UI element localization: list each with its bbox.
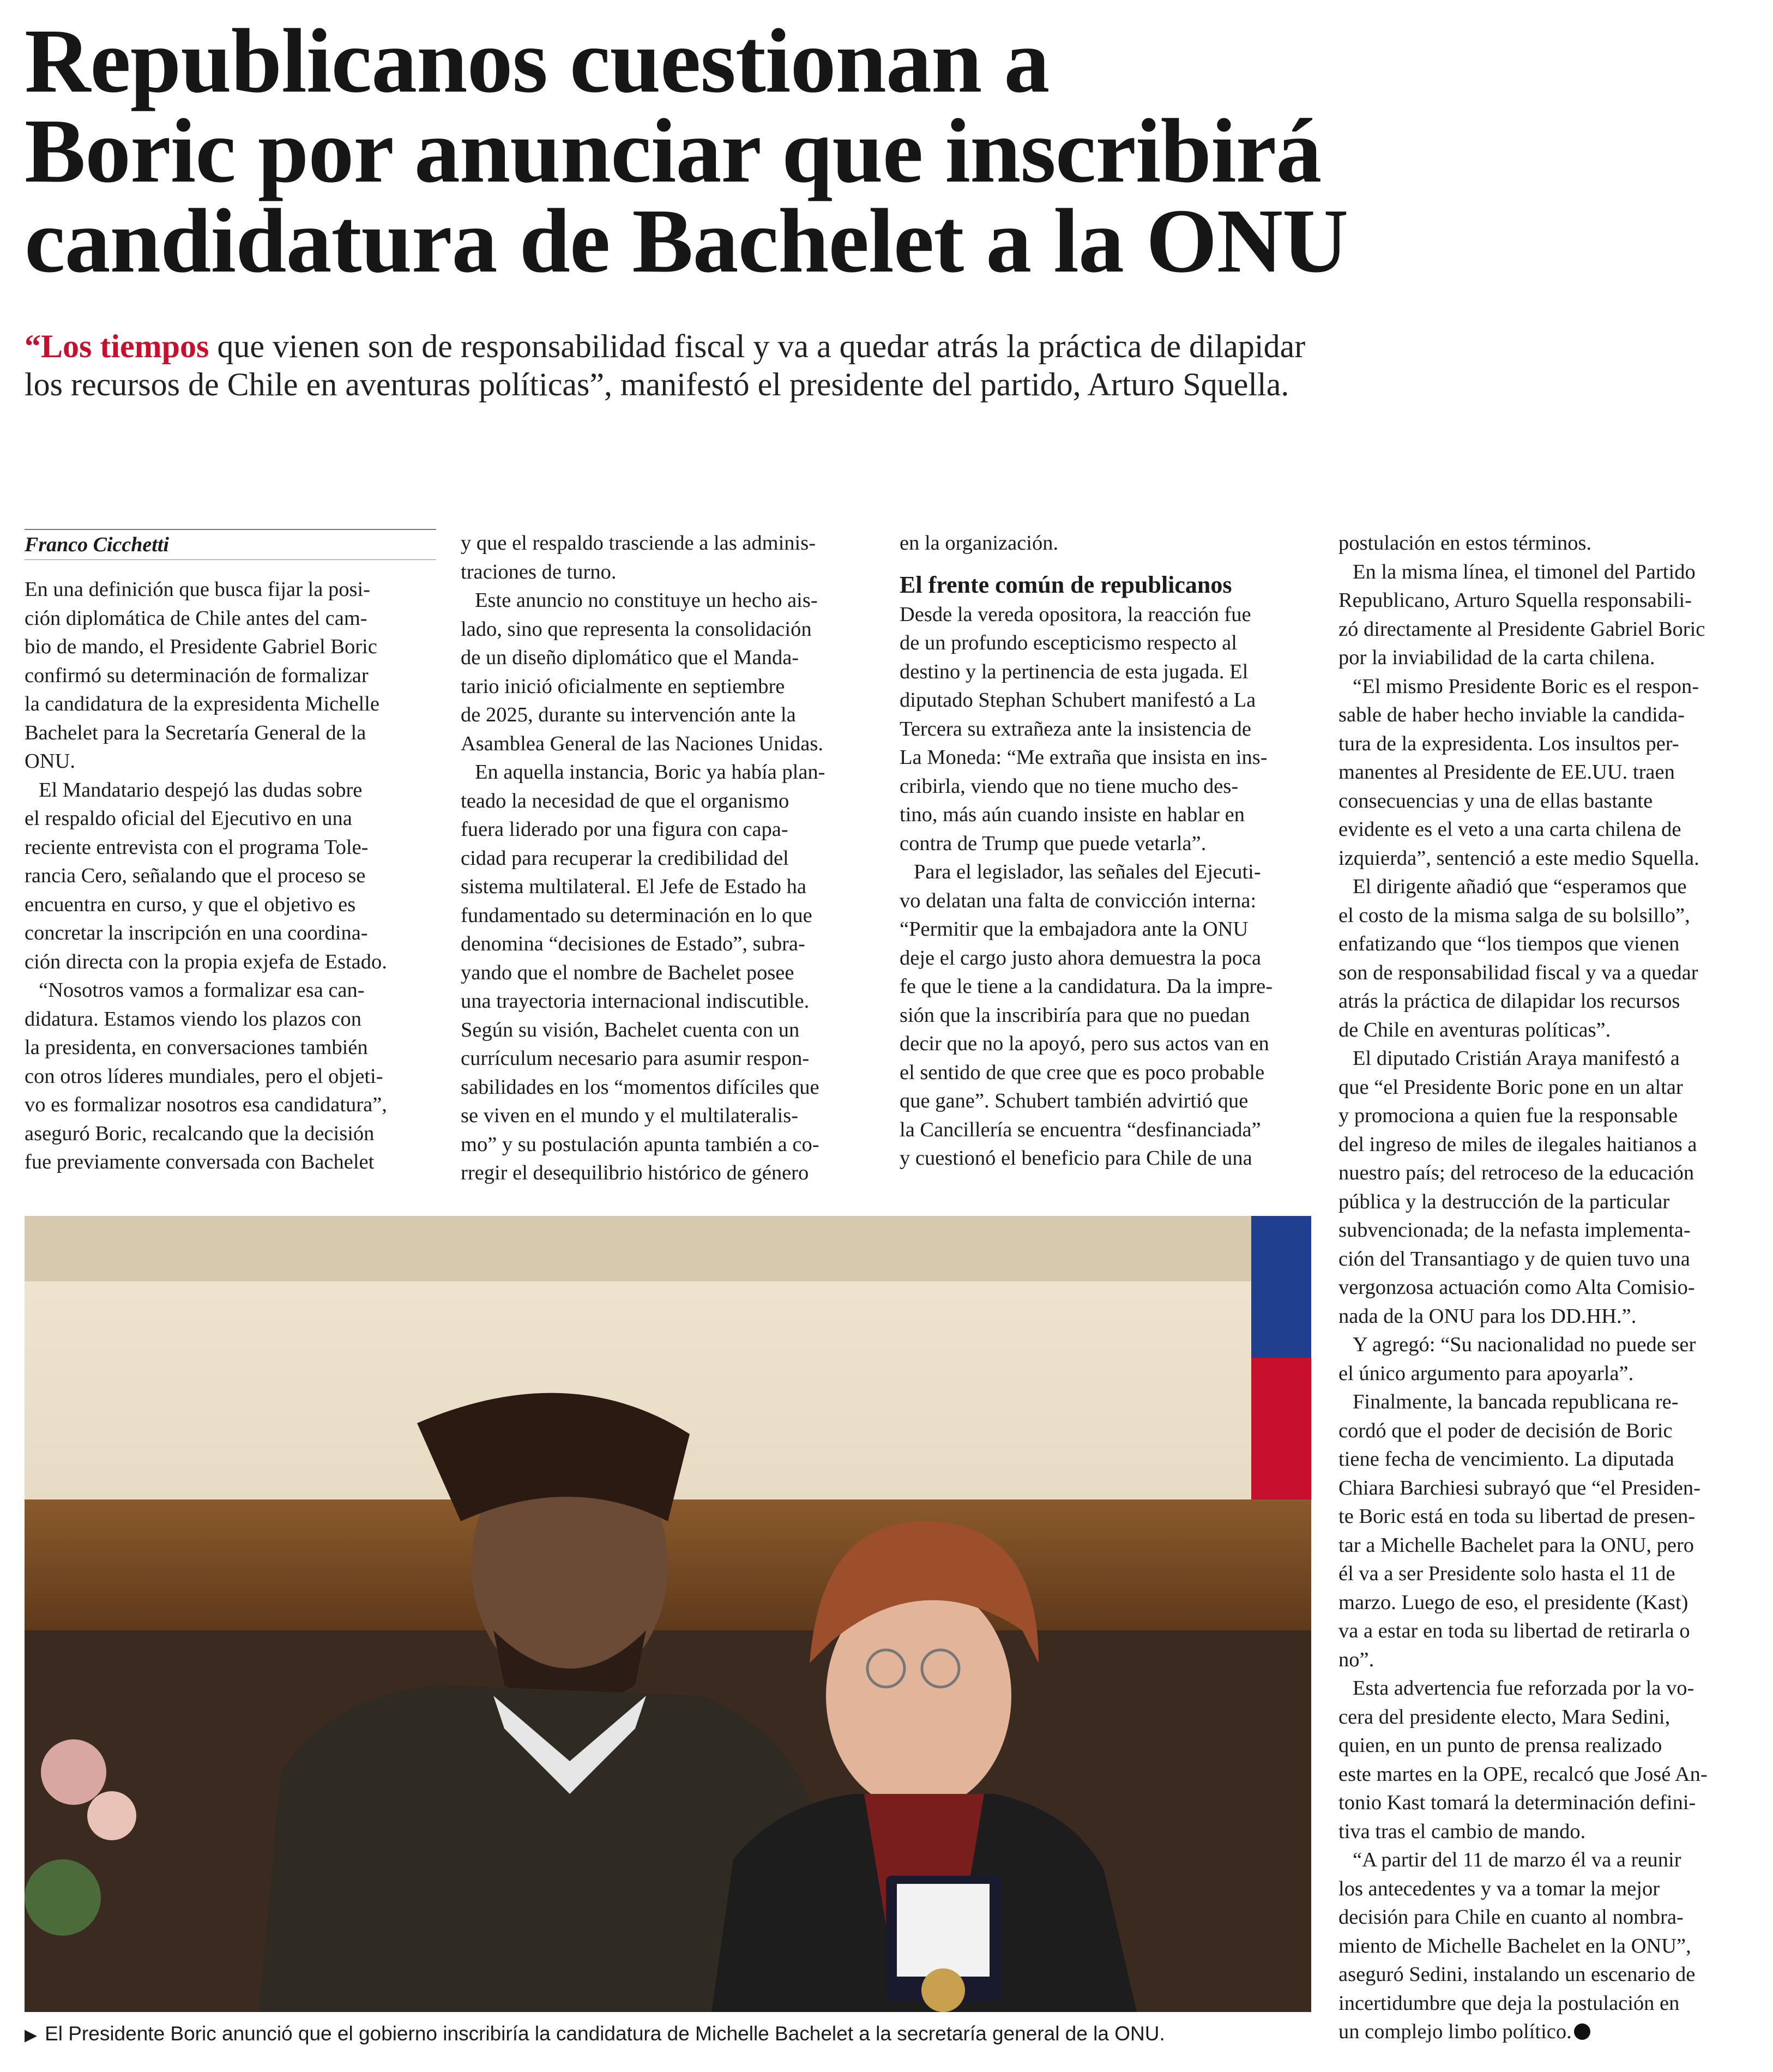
lead-accent: “Los tiempos: [25, 328, 209, 364]
text-line: no”.: [1338, 1648, 1374, 1671]
photo-caption: [25, 2021, 1311, 2049]
text-line: Asamblea General de las Naciones Unidas.: [461, 732, 823, 755]
text-line: del ingreso de miles de ilegales haitianos a: [1338, 1133, 1697, 1156]
text-line: Según su visión, Bachelet cuenta con un: [461, 1018, 800, 1041]
headline-line: Republicanos cuestionan a: [25, 10, 1050, 112]
text-line: rregir el desequilibrio histórico de género: [461, 1161, 809, 1184]
flower: [41, 1739, 106, 1805]
text-line: fuera liderado por una figura con capa-: [461, 818, 788, 841]
byline-divider: [25, 559, 436, 568]
text-line: tura de la expresidenta. Los insultos per-: [1338, 732, 1679, 755]
text-line: “Nosotros vamos a formalizar esa can-: [39, 979, 365, 1002]
text-line: “A partir del 11 de marzo él va a reunir: [1353, 1848, 1681, 1871]
text-line: El Mandatario despejó las dudas sobre: [39, 778, 363, 802]
text-line: el sentido de que cree que es poco probable: [900, 1061, 1265, 1084]
article-column-1: [25, 529, 436, 1177]
end-of-article-icon: [1574, 2023, 1590, 2040]
text-line: tario inició oficialmente en septiembre: [461, 674, 785, 698]
text-line: ción directa con la propia exjefa de Estado.: [25, 950, 387, 973]
text-line: Republicano, Arturo Squella responsabili-: [1338, 589, 1692, 612]
text-line: denomina “decisiones de Estado”, subra-: [461, 932, 805, 955]
text-line: él va a ser Presidente solo hasta el 11 de: [1338, 1562, 1675, 1585]
text-line: sistema multilateral. El Jefe de Estado ha: [461, 875, 806, 898]
text-line: tino, más aún cuando insiste en hablar en: [900, 803, 1245, 826]
byline: Franco Cicchetti: [25, 533, 169, 556]
text-line: fe que le tiene a la candidatura. Da la impre-: [900, 975, 1273, 998]
text-line: didatura. Estamos viendo los plazos con: [25, 1007, 362, 1031]
text-line: contra de Trump que puede vetarla”.: [900, 832, 1207, 855]
text-line: incertidumbre que deja la postulación en: [1338, 1991, 1680, 2015]
text-line: los antecedentes y va a tomar la mejor: [1338, 1877, 1660, 1900]
text-line: una trayectoria internacional indiscutible.: [461, 990, 810, 1013]
text-line: manentes al Presidente de EE.UU. traen: [1338, 761, 1675, 784]
text-line: pública y la destrucción de la particular: [1338, 1190, 1670, 1213]
text-line: Finalmente, la bancada republicana re-: [1353, 1390, 1679, 1413]
text-line: tiene fecha de vencimiento. La diputada: [1338, 1448, 1674, 1471]
text-line: vo es formalizar nosotros esa candidatura”,: [25, 1093, 387, 1116]
text-line: el costo de la misma salga de su bolsillo”,: [1338, 904, 1690, 927]
text-line: ONU.: [25, 750, 76, 773]
text-line: reciente entrevista con el programa Tole-: [25, 835, 369, 859]
text-line: la presidenta, en conversaciones también: [25, 1036, 368, 1059]
flower: [87, 1791, 136, 1840]
text-line: Y agregó: “Su nacionalidad no puede ser: [1353, 1333, 1696, 1356]
text-line: evidente es el veto a una carta chilena de: [1338, 818, 1681, 841]
text-line: vo delatan una falta de convicción interna:: [900, 889, 1257, 912]
text-line: rancia Cero, señalando que el proceso se: [25, 864, 366, 887]
text-line: miento de Michelle Bachelet en la ONU”,: [1338, 1934, 1691, 1957]
text-line: tonio Kast tomará la determinación defini-: [1338, 1791, 1696, 1814]
section-subhead: El frente común de republicanos: [900, 571, 1232, 598]
text-line: de Chile en aventuras políticas”.: [1338, 1018, 1611, 1041]
text-line: y que el respaldo trasciende a las adminis-: [461, 532, 816, 555]
article-column-3: [900, 529, 1311, 1173]
lead-line: [25, 327, 1442, 365]
photo-illustration: [25, 1216, 1311, 2012]
text-line: te Boric está en toda su libertad de presen-: [1338, 1505, 1696, 1528]
text-line: decisión para Chile en cuanto al nombra-: [1338, 1906, 1684, 1929]
text-line: de 2025, durante su intervención ante la: [461, 703, 796, 726]
text-line: “El mismo Presidente Boric es el respon-: [1353, 674, 1699, 698]
text-line: zó directamente al Presidente Gabriel Boric: [1338, 617, 1705, 641]
text-line: lado, sino que representa la consolidación: [461, 617, 812, 641]
headline-line: candidatura de Bachelet a la ONU: [25, 190, 1348, 292]
text-line: currículum necesario para asumir respon-: [461, 1047, 810, 1070]
text-line: tar a Michelle Bachelet para la ONU, pero: [1338, 1533, 1694, 1557]
text-line: [1338, 2017, 1750, 2046]
byline-rule: [25, 529, 436, 568]
foliage: [25, 1859, 101, 1936]
text-line: la candidatura de la expresidenta Michelle: [25, 692, 379, 715]
text-line: destino y la pertinencia de esta jugada. El: [900, 660, 1249, 683]
text-line: cera del presidente electo, Mara Sedini,: [1338, 1705, 1671, 1728]
text-line: El diputado Cristián Araya manifestó a: [1353, 1047, 1680, 1070]
text-line: Este anuncio no constituye un hecho ais-: [475, 589, 818, 612]
text-line: teado la necesidad de que el organismo: [461, 789, 789, 812]
lead-line: los recursos de Chile en aventuras políticas”, manifestó el presidente del partido, Arturo Squella.: [25, 366, 1289, 402]
text-line: son de responsabilidad fiscal y va a quedar: [1338, 961, 1698, 984]
text-line: Esta advertencia fue reforzada por la vo-: [1353, 1677, 1694, 1700]
medal-case-lining: [897, 1884, 990, 1977]
text-line: fundamentado su determinación en lo que: [461, 904, 812, 927]
text-line: y cuestionó el beneficio para Chile de una: [900, 1147, 1252, 1170]
text-line: bio de mando, el Presidente Gabriel Boric: [25, 635, 377, 658]
article-column-4: [1338, 529, 1750, 2046]
text-line: subvencionada; de la nefasta implementa-: [1338, 1219, 1691, 1242]
lead-text: que vienen son de responsabilidad fiscal y va a quedar atrás la práctica de dilapidar: [209, 328, 1306, 364]
text-line: nada de la ONU para los DD.HH.”.: [1338, 1304, 1637, 1328]
text-line: Para el legislador, las señales del Ejecuti-: [914, 860, 1261, 883]
text-line: en la organización.: [900, 532, 1059, 555]
text-line: sable de haber hecho inviable la candida-: [1338, 703, 1685, 726]
text-line: va a estar en toda su libertad de retirarla o: [1338, 1619, 1690, 1642]
text-line: sabilidades en los “momentos difíciles que: [461, 1075, 819, 1099]
text-line: diputado Stephan Schubert manifestó a La: [900, 689, 1256, 712]
text-line: En aquella instancia, Boric ya había plan-: [475, 761, 825, 784]
text-line: “Permitir que la embajadora ante la ONU: [900, 918, 1249, 941]
text-line: Chiara Barchiesi subrayó que “el Presiden-: [1338, 1476, 1700, 1499]
headline-line: Boric por anunciar que inscribirá: [25, 100, 1322, 202]
text-line: cidad para recuperar la credibilidad del: [461, 846, 789, 870]
text-line: de un profundo escepticismo respecto al: [900, 631, 1238, 654]
text-line: ción diplomática de Chile antes del cam-: [25, 606, 367, 630]
headline: [25, 10, 1606, 292]
text-line: En una definición que busca fijar la posi-: [25, 578, 370, 601]
text-line: y promociona a quien fue la responsable: [1338, 1104, 1678, 1127]
text-line: nuestro país; del retroceso de la educación: [1338, 1161, 1694, 1184]
article-photo: [25, 1216, 1311, 2012]
text-line: sión que la inscribiría para que no puedan: [900, 1003, 1250, 1027]
text-line: se viven en el mundo y el multilateralis-: [461, 1104, 799, 1127]
text-line: la Cancillería se encuentra “desfinanciada”: [900, 1118, 1261, 1141]
closing-text: un complejo limbo político.: [1338, 2020, 1572, 2043]
text-line: que gane”. Schubert también advirtió que: [900, 1089, 1249, 1112]
text-line: cordó que el poder de decisión de Boric: [1338, 1419, 1673, 1442]
text-line: que “el Presidente Boric pone en un altar: [1338, 1075, 1683, 1099]
lead-paragraph: [25, 327, 1442, 403]
article-column-2: [461, 529, 872, 1188]
text-line: tiva tras el cambio de mando.: [1338, 1820, 1586, 1843]
text-line: quien, en un punto de prensa realizado: [1338, 1734, 1662, 1757]
text-line: izquierda”, sentenció a este medio Squella.: [1338, 846, 1699, 870]
text-line: de un diseño diplomático que el Manda-: [461, 646, 799, 669]
text-line: enfatizando que “los tiempos que vienen: [1338, 932, 1680, 955]
text-line: Tercera su extrañeza ante la insistencia de: [900, 717, 1252, 740]
text-line: aseguró Sedini, instalando un escenario de: [1338, 1963, 1696, 1986]
text-line: La Moneda: “Me extraña que insista en ins-: [900, 746, 1268, 769]
text-line: confirmó su determinación de formalizar: [25, 664, 369, 687]
flag-red-band: [1251, 1358, 1311, 1499]
text-line: mo” y su postulación apunta también a co-: [461, 1133, 819, 1156]
text-line: el respaldo oficial del Ejecutivo en una: [25, 807, 352, 830]
text-line: este martes en la OPE, recalcó que José An-: [1338, 1762, 1708, 1786]
text-line: decir que no la apoyó, pero sus actos van en: [900, 1032, 1269, 1055]
text-line: ción del Transantiago y de quien tuvo una: [1338, 1247, 1690, 1270]
text-line: aseguró Boric, recalcando que la decisión: [25, 1122, 375, 1145]
text-line: yando que el nombre de Bachelet posee: [461, 961, 794, 984]
text-line: encuentra en curso, y que el objetivo es: [25, 893, 356, 916]
caption-arrow-icon: ▶: [25, 2026, 38, 2044]
text-line: vergonzosa actuación como Alta Comisio-: [1338, 1276, 1695, 1299]
text-line: atrás la práctica de dilapidar los recursos: [1338, 990, 1680, 1013]
text-line: por la inviabilidad de la carta chilena.: [1338, 646, 1655, 669]
col1-body: [25, 575, 436, 1177]
text-line: En la misma línea, el timonel del Partido: [1353, 560, 1696, 583]
text-line: traciones de turno.: [461, 560, 617, 583]
text-line: el único argumento para apoyarla”.: [1338, 1362, 1634, 1385]
text-line: Desde la vereda opositora, la reacción fue: [900, 603, 1251, 626]
text-line: Bachelet para la Secretaría General de la: [25, 721, 366, 744]
text-line: El dirigente añadió que “esperamos que: [1353, 875, 1687, 898]
text-line: consecuencias y una de ellas bastante: [1338, 789, 1653, 812]
ceiling-molding: [25, 1216, 1311, 1281]
caption-text: El Presidente Boric anunció que el gobierno inscribiría la candidatura de Michelle Bachelet a la secretaría general de la ONU.: [45, 2022, 1165, 2045]
text-line: deje el cargo justo ahora demuestra la poca: [900, 946, 1262, 969]
text-line: cribirla, viendo que no tiene mucho des-: [900, 774, 1239, 798]
medal: [921, 1968, 965, 2012]
text-line: concretar la inscripción en una coordina-: [25, 921, 368, 944]
text-line: fue previamente conversada con Bachelet: [25, 1151, 375, 1173]
text-line: postulación en estos términos.: [1338, 532, 1592, 555]
text-line: marzo. Luego de eso, el presidente (Kast): [1338, 1591, 1688, 1614]
text-line: con otros líderes mundiales, pero el objeti-: [25, 1064, 383, 1088]
